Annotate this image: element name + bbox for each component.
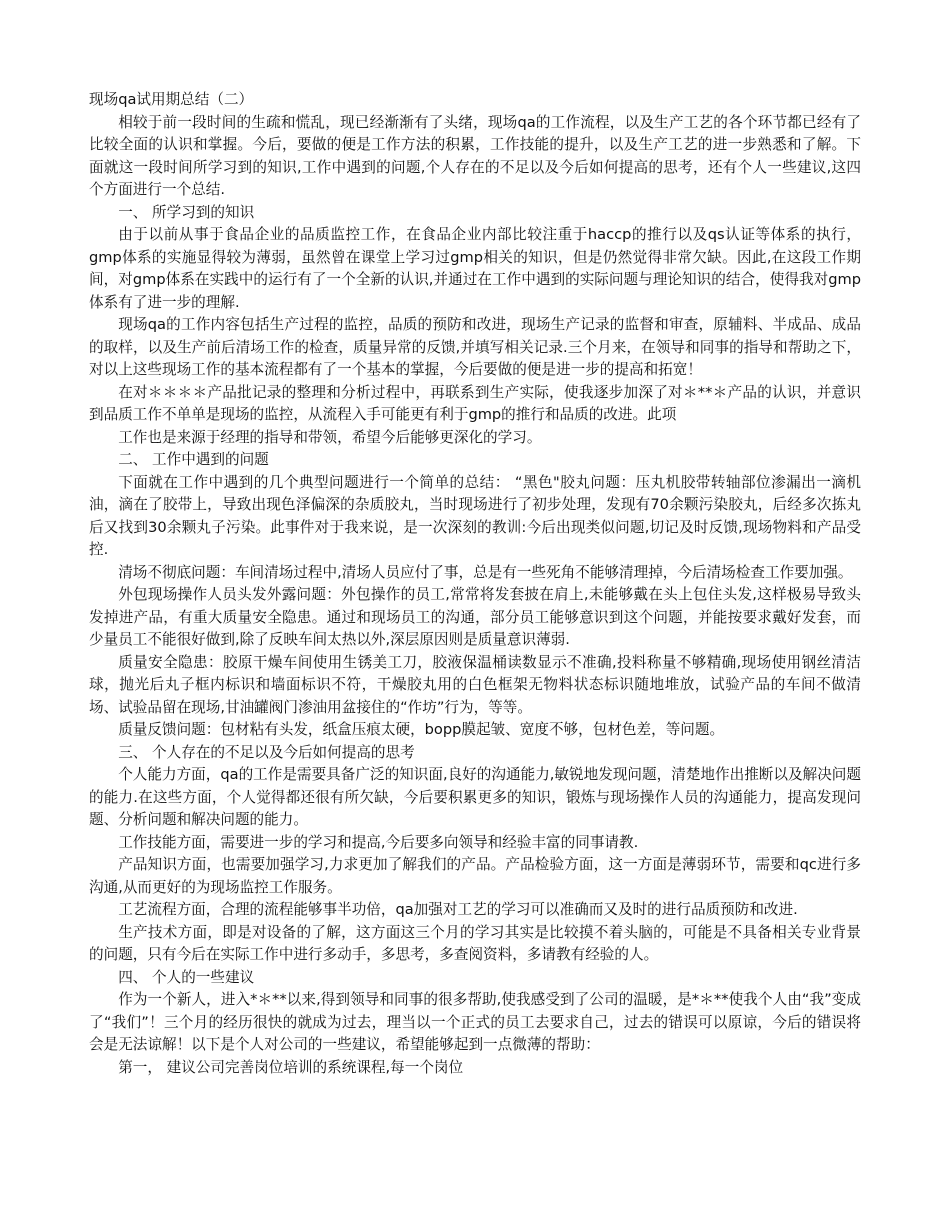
paragraph: 由于以前从事于食品企业的品质监控工作，在食品企业内部比较注重于haccp的推行以及qs认证等体系的执行，gmp体系的实施显得较为薄弱，虽然曾在课堂上学习过gmp相关的知识，但是仍然觉得非常欠缺。因此,在这段工作期间，对gmp体系在实践中的运行有了一个全新的认识,并通过在工作中遇到的实际问题与理论知识的结合，使得我对gmp体系有了进一步的理解. (89, 226, 861, 311)
paragraph: 工作也是来源于经理的指导和带领，希望今后能够更深化的学习。 (118, 428, 542, 446)
paragraph: 工艺流程方面，合理的流程能够事半功倍，qa加强对工艺的学习可以准确而又及时的进行品质预防和改进. (118, 901, 798, 918)
paragraph: 作为一个新人，进入*＊**以来,得到领导和同事的很多帮助,使我感受到了公司的温暖，是*＊**使我个人由“我”变成了“我们”！三个月的经历很快的就成为过去，理当以一个正式的员工去要求自己，过去的错误可以原谅，今后的错误将会是无法谅解！以下是个人对公司的一些建议，希望能够起到一点微薄的帮助： (89, 991, 861, 1053)
paragraph: 第一， 建议公司完善岗位培训的系统课程,每一个岗位 (118, 1058, 464, 1076)
intro-paragraph: 相较于前一段时间的生疏和慌乱，现已经渐渐有了头绪，现场qa的工作流程，以及生产工艺的各个环节都已经有了比较全面的认识和掌握。今后，要做的便是工作方法的积累，工作技能的提升，以及生产工艺的进一步熟悉和了解。下面就这一段时间所学习到的知识,工作中遇到的问题,个人存在的不足以及今后如何提高的思考，还有个人一些建议,这四个方面进行一个总结. (89, 113, 861, 198)
section-heading-4: 四、 个人的一些建议 (118, 968, 255, 986)
paragraph: 现场qa的工作内容包括生产过程的监控，品质的预防和改进，现场生产记录的监督和审查，原辅料、半成品、成品的取样，以及生产前后清场工作的检查，质量异常的反馈,并填写相关记录.三个月来，在领导和同事的指导和帮助之下，对以上这些现场工作的基本流程都有了一个基本的掌握，今后要做的便是进一步的提高和拓宽！ (89, 316, 861, 378)
document-page (89, 89, 861, 1079)
paragraph: 质量反馈问题：包材粘有头发，纸盒压痕太硬，bopp膜起皱、宽度不够，包材色差，等问题。 (118, 721, 725, 738)
paragraph: 质量安全隐患：胶原干燥车间使用生锈美工刀，胶液保温桶读数显示不准确,投料称量不够精确,现场使用钢丝清洁球，抛光后丸子框内标识和墙面标识不符，干燥胶丸用的白色框架无物料状态标识随地堆放，试验产品的车间不做清场、试验品留在现场,甘油罐阀门渗油用盆接住的“作坊”行为，等等。 (89, 653, 861, 716)
paragraph: 在对＊＊＊＊产品批记录的整理和分析过程中，再联系到生产实际，使我逐步加深了对＊**＊产品的认识，并意识到品质工作不单单是现场的监控，从流程入手可能更有利于gmp的推行和品质的改进。此项 (89, 383, 861, 423)
section-heading-3: 三、 个人存在的不足以及今后如何提高的思考 (118, 743, 415, 761)
paragraph: 个人能力方面，qa的工作是需要具备广泛的知识面,良好的沟通能力,敏锐地发现问题，清楚地作出推断以及解决问题的能力.在这些方面，个人觉得都还很有所欠缺，今后要积累更多的知识，锻炼与现场操作人员的沟通能力，提高发现问题、分析问题和解决问题的能力。 (89, 766, 861, 828)
section-heading-2: 二、 工作中遇到的问题 (118, 451, 269, 468)
paragraph: 下面就在工作中遇到的几个典型问题进行一个简单的总结： “黑色"胶丸问题：压丸机胶带转轴部位渗漏出一滴机油，滴在了胶带上，导致出现色泽偏深的杂质胶丸，当时现场进行了初步处理，发现有70余颗污染胶丸，后经多次拣丸后又找到30余颗丸子污染。此事件对于我来说，是一次深刻的教训:今后出现类似问题,切记及时反馈,现场物料和产品受控. (89, 473, 861, 558)
paragraph: 产品知识方面，也需要加强学习,力求更加了解我们的产品。产品检验方面，这一方面是薄弱环节，需要和qc进行多沟通,从而更好的为现场监控工作服务。 (89, 856, 861, 896)
section-heading-1: 一、 所学习到的知识 (118, 203, 255, 221)
paragraph: 清场不彻底问题：车间清场过程中,清场人员应付了事，总是有一些死角不能够清理掉，今后清场检查工作要加强。 (118, 563, 853, 581)
paragraph: 生产技术方面，即是对设备的了解，这方面这三个月的学习其实是比较摸不着头脑的，可能是不具备相关专业背景的问题，只有今后在实际工作中进行多动手，多思考，多查阅资料，多请教有经验的人。 (89, 923, 861, 963)
paragraph: 工作技能方面，需要进一步的学习和提高,今后要多向领导和经验丰富的同事请教. (118, 833, 639, 851)
document-title: 现场qa试用期总结（二） (89, 91, 254, 108)
paragraph: 外包现场操作人员头发外露问题：外包操作的员工,常常将发套披在肩上,未能够戴在头上包住头发,这样极易导致头发掉进产品，有重大质量安全隐患。通过和现场员工的沟通，部分员工能够意识到这个问题，并能按要求戴好发套，而少量员工不能很好做到,除了反映车间太热以外,深层原因则是质量意识薄弱. (89, 586, 861, 648)
